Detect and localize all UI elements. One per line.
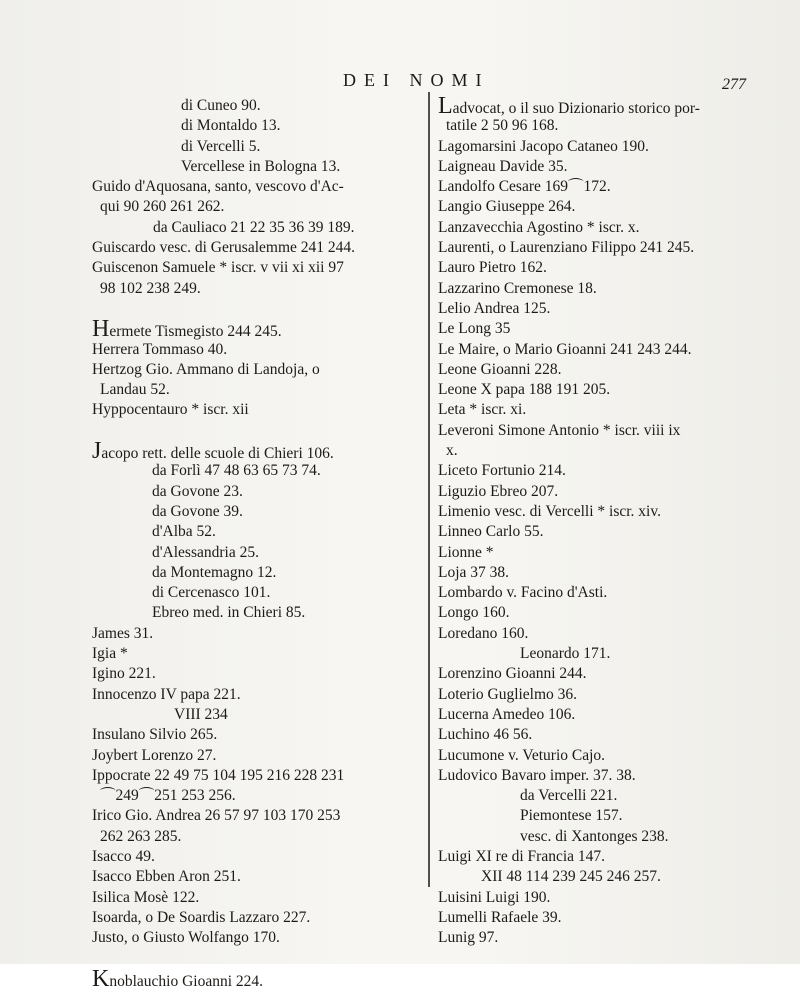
index-entry-text: d'Alba 52. xyxy=(152,523,216,541)
index-entry xyxy=(92,624,422,644)
index-entry xyxy=(438,340,778,360)
index-entry-text: Laigneau Davide 35. xyxy=(438,157,568,175)
index-entry-text: Ippocrate 22 49 75 104 195 216 228 231 xyxy=(92,766,345,784)
section-gap xyxy=(92,421,422,441)
index-entry xyxy=(438,238,778,258)
index-entry-text: James 31. xyxy=(92,624,154,642)
index-entry-text: Limenio vesc. di Vercelli * iscr. xiv. xyxy=(438,502,661,520)
index-column-left xyxy=(92,96,422,992)
index-entry-text: di Vercelli 5. xyxy=(181,137,261,155)
index-entry-text: 98 102 238 249. xyxy=(100,279,201,297)
index-entry-text: Landau 52. xyxy=(100,381,170,399)
index-entry-text: Lanzavecchia Agostino * iscr. x. xyxy=(438,218,640,236)
index-entry-text: Landolfo Cesare 169⌒172. xyxy=(438,178,611,196)
index-entry xyxy=(92,96,422,116)
index-entry-text: Lucerna Amedeo 106. xyxy=(438,705,576,723)
index-entry xyxy=(438,867,778,887)
index-entry xyxy=(92,482,422,502)
index-entry-text: noblauchio Gioanni 224. xyxy=(109,972,264,990)
index-entry xyxy=(438,563,778,583)
index-entry xyxy=(438,766,778,786)
section-gap xyxy=(92,299,422,319)
index-entry-text: Isilica Mosè 122. xyxy=(92,888,200,906)
index-entry-text: di Cuneo 90. xyxy=(181,97,261,114)
index-entry xyxy=(92,316,422,343)
index-entry-text: ermete Tismegisto 244 245. xyxy=(109,323,282,341)
index-entry xyxy=(92,177,422,197)
index-entry-text: Le Maire, o Mario Gioanni 241 243 244. xyxy=(438,340,692,358)
index-entry xyxy=(92,806,422,826)
index-entry xyxy=(438,705,778,725)
index-entry xyxy=(92,400,422,420)
index-entry xyxy=(438,93,778,119)
index-entry-text: Isacco Ebben Aron 251. xyxy=(92,868,241,886)
index-entry xyxy=(438,258,778,278)
index-entry xyxy=(92,438,422,465)
index-entry xyxy=(438,482,778,502)
index-entry-text: Irico Gio. Andrea 26 57 97 103 170 253 xyxy=(92,807,341,825)
section-gap xyxy=(92,948,422,968)
index-entry-text: da Montemagno 12. xyxy=(152,563,277,581)
index-entry-text: Lombardo v. Facino d'Asti. xyxy=(438,584,608,602)
index-entry xyxy=(92,502,422,522)
index-entry xyxy=(92,766,422,786)
index-entry xyxy=(438,685,778,705)
index-entry xyxy=(438,543,778,563)
index-entry-text: Isacco 49. xyxy=(92,847,155,865)
index-entry-text: Leone X papa 188 191 205. xyxy=(438,381,611,399)
index-entry xyxy=(438,928,778,948)
index-entry xyxy=(92,279,422,299)
index-entry xyxy=(438,177,778,197)
index-entry-text: Leta * iscr. xi. xyxy=(438,401,527,419)
index-entry xyxy=(438,908,778,928)
index-entry-text: vesc. di Xantonges 238. xyxy=(520,827,669,845)
section-initial: L xyxy=(438,93,453,119)
index-entry xyxy=(92,725,422,745)
index-entry xyxy=(92,116,422,136)
index-entry-text: Justo, o Giusto Wolfango 170. xyxy=(92,929,280,947)
index-entry-text: Langio Giuseppe 264. xyxy=(438,198,576,216)
index-entry xyxy=(92,867,422,887)
index-entry xyxy=(92,380,422,400)
section-initial: K xyxy=(92,965,110,992)
page-header xyxy=(0,70,800,94)
index-entry-text: Lelio Andrea 125. xyxy=(438,299,551,317)
index-entry-text: Lionne * xyxy=(438,543,494,561)
index-entry xyxy=(92,928,422,948)
index-entry xyxy=(438,137,778,157)
index-entry xyxy=(438,421,778,441)
index-entry xyxy=(438,360,778,380)
index-entry-text: advocat, o il suo Dizionario storico por- xyxy=(452,100,700,117)
index-entry xyxy=(92,746,422,766)
index-entry-text: Joybert Lorenzo 27. xyxy=(92,746,217,764)
index-entry xyxy=(92,644,422,664)
index-entry xyxy=(438,116,778,136)
index-entry-text: Guiscenon Samuele * iscr. v vii xi xii 97 xyxy=(92,259,344,277)
index-entry-text: Luchino 46 56. xyxy=(438,726,533,744)
index-entry-text: Liceto Fortunio 214. xyxy=(438,462,566,480)
index-entry xyxy=(92,685,422,705)
index-entry xyxy=(92,522,422,542)
index-entry-text: Longo 160. xyxy=(438,604,510,622)
index-entry xyxy=(92,340,422,360)
index-entry-text: Hertzog Gio. Ammano di Landoja, o xyxy=(92,360,320,378)
index-entry-text: da Cauliaco 21 22 35 36 39 189. xyxy=(153,218,355,236)
index-entry xyxy=(438,603,778,623)
column-divider xyxy=(428,92,430,887)
index-entry xyxy=(438,157,778,177)
section-initial: J xyxy=(92,438,102,465)
index-entry xyxy=(438,624,778,644)
index-entry xyxy=(92,603,422,623)
index-entry xyxy=(92,543,422,563)
index-entry xyxy=(438,218,778,238)
index-entry-text: tatile 2 50 96 168. xyxy=(446,117,559,135)
index-entry-text: Igia * xyxy=(92,645,128,663)
index-entry xyxy=(92,786,422,806)
index-entry xyxy=(438,380,778,400)
index-entry-text: Leveroni Simone Antonio * iscr. viii ix xyxy=(438,421,681,439)
index-entry-text: d'Alessandria 25. xyxy=(152,543,259,561)
index-entry-text: Lunig 97. xyxy=(438,929,499,947)
index-entry xyxy=(438,644,778,664)
index-entry-text: Loja 37 38. xyxy=(438,563,510,581)
index-entry xyxy=(92,583,422,603)
index-entry xyxy=(92,908,422,928)
index-entry-text: Loterio Guglielmo 36. xyxy=(438,685,578,703)
index-entry-text: VIII 234 xyxy=(174,705,228,723)
index-entry xyxy=(92,238,422,258)
index-entry-text: Loredano 160. xyxy=(438,624,529,642)
index-entry-text: Lagomarsini Jacopo Cataneo 190. xyxy=(438,137,649,155)
index-entry xyxy=(92,847,422,867)
index-entry xyxy=(438,522,778,542)
index-entry xyxy=(92,258,422,278)
index-entry xyxy=(438,746,778,766)
index-entry-text: Isoarda, o De Soardis Lazzaro 227. xyxy=(92,908,311,926)
index-entry-text: Igino 221. xyxy=(92,665,156,683)
index-entry xyxy=(438,461,778,481)
index-entry-text: da Vercelli 221. xyxy=(520,787,618,805)
index-column-right xyxy=(438,93,778,948)
index-entry-text: Insulano Silvio 265. xyxy=(92,726,218,744)
index-entry xyxy=(92,563,422,583)
index-entry-text: Piemontese 157. xyxy=(520,807,623,825)
index-entry-text: da Forlì 47 48 63 65 73 74. xyxy=(152,462,321,480)
index-entry xyxy=(438,583,778,603)
index-entry xyxy=(438,319,778,339)
index-entry-text: x. xyxy=(446,442,458,460)
index-entry-text: Luigi XI re di Francia 147. xyxy=(438,847,606,865)
index-entry xyxy=(92,461,422,481)
index-entry-text: Ludovico Bavaro imper. 37. 38. xyxy=(438,766,636,784)
index-entry xyxy=(438,786,778,806)
index-entry xyxy=(438,847,778,867)
index-entry-text: Leonardo 171. xyxy=(520,645,611,663)
index-entry xyxy=(92,664,422,684)
index-entry-text: 262 263 285. xyxy=(100,827,182,845)
index-entry-text: Leone Gioanni 228. xyxy=(438,360,562,378)
index-entry-text: di Cercenasco 101. xyxy=(152,584,271,602)
index-entry xyxy=(438,197,778,217)
index-entry xyxy=(92,965,422,992)
section-initial: H xyxy=(92,316,110,343)
index-entry xyxy=(438,299,778,319)
index-entry-text: Vercellese in Bologna 13. xyxy=(181,157,341,175)
index-entry-text: Lauro Pietro 162. xyxy=(438,259,547,277)
index-entry xyxy=(438,725,778,745)
index-entry-text: Guido d'Aquosana, santo, vescovo d'Ac- xyxy=(92,178,344,196)
index-entry-text: Lazzarino Cremonese 18. xyxy=(438,279,597,297)
index-entry xyxy=(438,827,778,847)
index-entry-text: da Govone 23. xyxy=(152,482,243,500)
index-entry xyxy=(438,888,778,908)
index-entry-text: Herrera Tommaso 40. xyxy=(92,340,228,358)
index-entry-text: XII 48 114 239 245 246 257. xyxy=(481,868,661,886)
index-entry xyxy=(92,827,422,847)
index-entry-text: Luisini Luigi 190. xyxy=(438,888,551,906)
index-entry xyxy=(438,279,778,299)
page-number: 277 xyxy=(722,76,746,93)
index-entry-text: Le Long 35 xyxy=(438,320,511,338)
index-entry-text: Lorenzino Gioanni 244. xyxy=(438,665,587,683)
index-entry xyxy=(438,502,778,522)
running-head: DEI NOMI xyxy=(343,70,490,90)
index-entry xyxy=(438,441,778,461)
index-entry-text: Lucumone v. Veturio Cajo. xyxy=(438,746,606,764)
index-entry-text: di Montaldo 13. xyxy=(181,117,281,135)
index-entry-text: Laurenti, o Laurenziano Filippo 241 245. xyxy=(438,239,695,257)
index-entry-text: Liguzio Ebreo 207. xyxy=(438,482,559,500)
index-entry xyxy=(92,137,422,157)
index-entry xyxy=(92,888,422,908)
index-entry-text: Guiscardo vesc. di Gerusalemme 241 244. xyxy=(92,239,356,257)
index-entry xyxy=(92,360,422,380)
index-entry xyxy=(92,705,422,725)
index-entry xyxy=(92,157,422,177)
index-entry-text: ⌒249⌒251 253 256. xyxy=(100,787,236,805)
index-entry-text: qui 90 260 261 262. xyxy=(100,198,225,216)
index-entry-text: Linneo Carlo 55. xyxy=(438,523,544,541)
index-entry-text: da Govone 39. xyxy=(152,502,243,520)
index-entry xyxy=(438,400,778,420)
index-entry-text: acopo rett. delle scuole di Chieri 106. xyxy=(101,445,334,463)
index-entry xyxy=(438,664,778,684)
index-entry-text: Lumelli Rafaele 39. xyxy=(438,908,562,926)
index-entry-text: Ebreo med. in Chieri 85. xyxy=(152,604,306,622)
index-entry-text: Hyppocentauro * iscr. xii xyxy=(92,401,249,419)
index-entry xyxy=(92,197,422,217)
index-entry xyxy=(438,806,778,826)
index-entry xyxy=(92,218,422,238)
index-entry-text: Innocenzo IV papa 221. xyxy=(92,685,241,703)
